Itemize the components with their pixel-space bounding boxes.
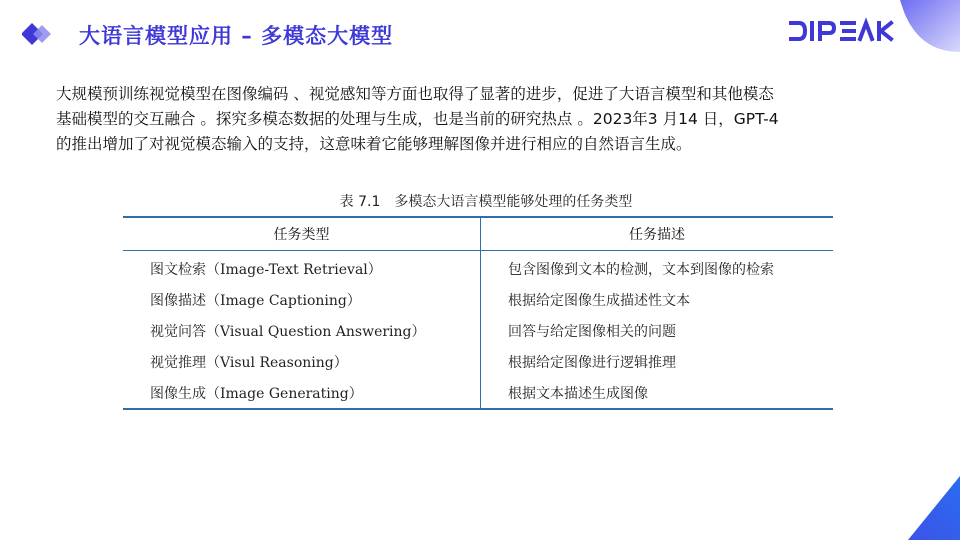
table-row bbox=[123, 346, 833, 377]
paragraph-line: 的推出增加了对视觉模态输入的支持，这意味着它能够理解图像并进行相应的自然语言生成。 bbox=[56, 135, 692, 153]
corner-decoration-bottom-right bbox=[908, 476, 960, 540]
task-description-cell: 回答与给定图像相关的问题 bbox=[508, 323, 676, 340]
task-type-cell: 图像生成（Image Generating） bbox=[123, 377, 481, 409]
page-title: 大语言模型应用 – 多模态大模型 bbox=[79, 24, 394, 48]
table-row bbox=[123, 377, 833, 409]
column-header-task-type: 任务类型 bbox=[123, 217, 481, 251]
task-type-cell: 图像描述（Image Captioning） bbox=[123, 284, 481, 315]
corner-decoration-top-right bbox=[900, 0, 960, 60]
dipeak-logo-icon bbox=[788, 17, 896, 45]
task-type-cell: 视觉问答（Visual Question Answering） bbox=[123, 315, 481, 346]
brand-logo bbox=[788, 17, 896, 51]
task-description-cell: 包含图像到文本的检测，文本到图像的检索 bbox=[508, 261, 774, 278]
paragraph-line: 基础模型的交互融合 。探究多模态数据的处理与生成，也是当前的研究热点 。2023年3 月14 日，GPT-4 bbox=[56, 110, 779, 128]
task-description-cell: 根据给定图像进行逻辑推理 bbox=[508, 354, 676, 371]
task-description-cell: 根据给定图像生成描述性文本 bbox=[508, 292, 690, 309]
title-diamond-icon bbox=[22, 22, 54, 46]
task-description-cell: 根据文本描述生成图像 bbox=[481, 377, 834, 409]
task-type-cell: 图文检索（Image-Text Retrieval） bbox=[123, 251, 481, 285]
table-header-row bbox=[123, 217, 833, 251]
intro-paragraph bbox=[56, 82, 906, 157]
column-header-task-description: 任务描述 bbox=[481, 217, 834, 251]
task-type-cell: 视觉推理（Visul Reasoning） bbox=[123, 346, 481, 377]
task-type-table bbox=[123, 216, 833, 410]
paragraph-line: 大规模预训练视觉模型在图像编码 、视觉感知等方面也取得了显著的进步，促进了大语言模型和其他模态 bbox=[56, 85, 774, 103]
table-row bbox=[123, 251, 833, 285]
table-row bbox=[123, 284, 833, 315]
table-row bbox=[123, 315, 833, 346]
table-caption: 表 7.1 多模态大语言模型能够处理的任务类型 bbox=[339, 194, 633, 210]
